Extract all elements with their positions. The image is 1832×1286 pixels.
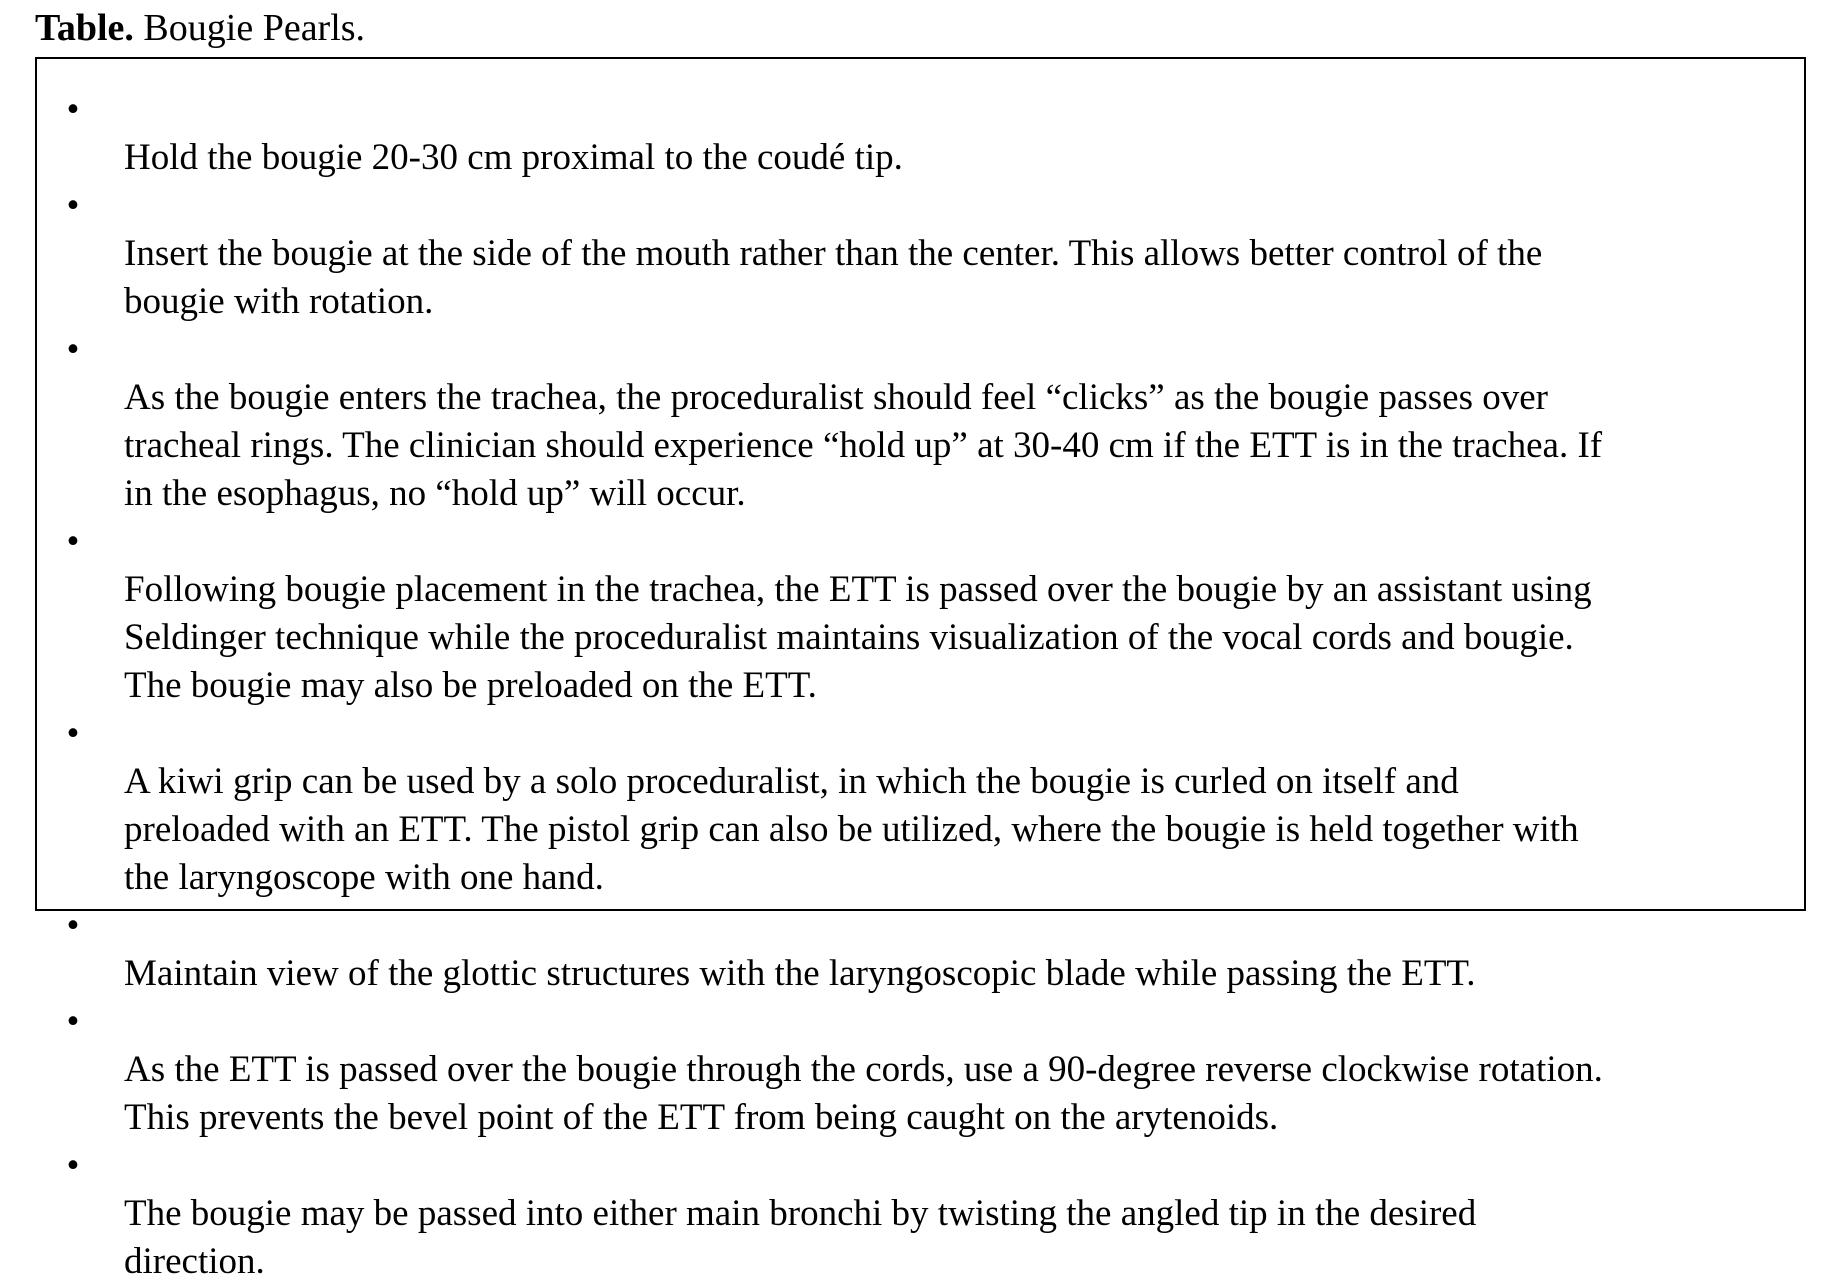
bullet-icon: • (66, 89, 80, 130)
list-item-text: Hold the bougie 20-30 cm proximal to the coudé tip. (124, 137, 903, 178)
table-box (35, 57, 1806, 1282)
list-item (37, 86, 1804, 182)
list-item (37, 182, 1804, 326)
list-item (37, 902, 1804, 998)
list-item-text: The bougie may be passed into either main bronchi by twisting the angled tip in the desired direction. (124, 1193, 1477, 1282)
list-item-text: Maintain view of the glottic structures with the laryngoscopic blade while passing the ETT. (124, 953, 1476, 994)
list-item-text: As the ETT is passed over the bougie through the cords, use a 90-degree reverse clockwise rotation. This prevents the bevel point of the ETT from being caught on the arytenoids. (124, 1049, 1603, 1138)
list-item (37, 710, 1804, 902)
list-item-text: As the bougie enters the trachea, the proceduralist should feel “clicks” as the bougie passes over tracheal rings. The clinician should experience “hold up” at 30-40 cm if the ETT is in the trachea. If in the esophagus, no “hold up” will occur. (124, 377, 1603, 514)
bullet-icon: • (66, 521, 80, 562)
caption-label: Table. (35, 7, 134, 49)
bullet-icon: • (66, 1001, 80, 1042)
list-item-text: Following bougie placement in the trachea, the ETT is passed over the bougie by an assistant using Seldinger technique while the proceduralist maintains visualization of the vocal cords and bougie. The bougie may also be preloaded on the ETT. (124, 569, 1592, 706)
bullet-icon: • (66, 905, 80, 946)
table-caption (35, 4, 365, 52)
list-item (37, 1142, 1804, 1286)
list-item (37, 998, 1804, 1142)
bullet-icon: • (66, 329, 80, 370)
list-item (37, 326, 1804, 518)
list-item-text: A kiwi grip can be used by a solo proceduralist, in which the bougie is curled on itself and preloaded with an ETT. The pistol grip can also be utilized, where the bougie is held together with the laryngoscope with one hand. (124, 761, 1579, 898)
bullet-icon: • (66, 713, 80, 754)
caption-title: Bougie Pearls. (143, 7, 366, 49)
bullet-icon: • (66, 185, 80, 226)
list-item (37, 518, 1804, 710)
bullet-icon: • (66, 1145, 80, 1186)
pearls-list (37, 86, 1804, 1286)
list-item-text: Insert the bougie at the side of the mouth rather than the center. This allows better control of the bougie with rotation. (124, 233, 1543, 322)
